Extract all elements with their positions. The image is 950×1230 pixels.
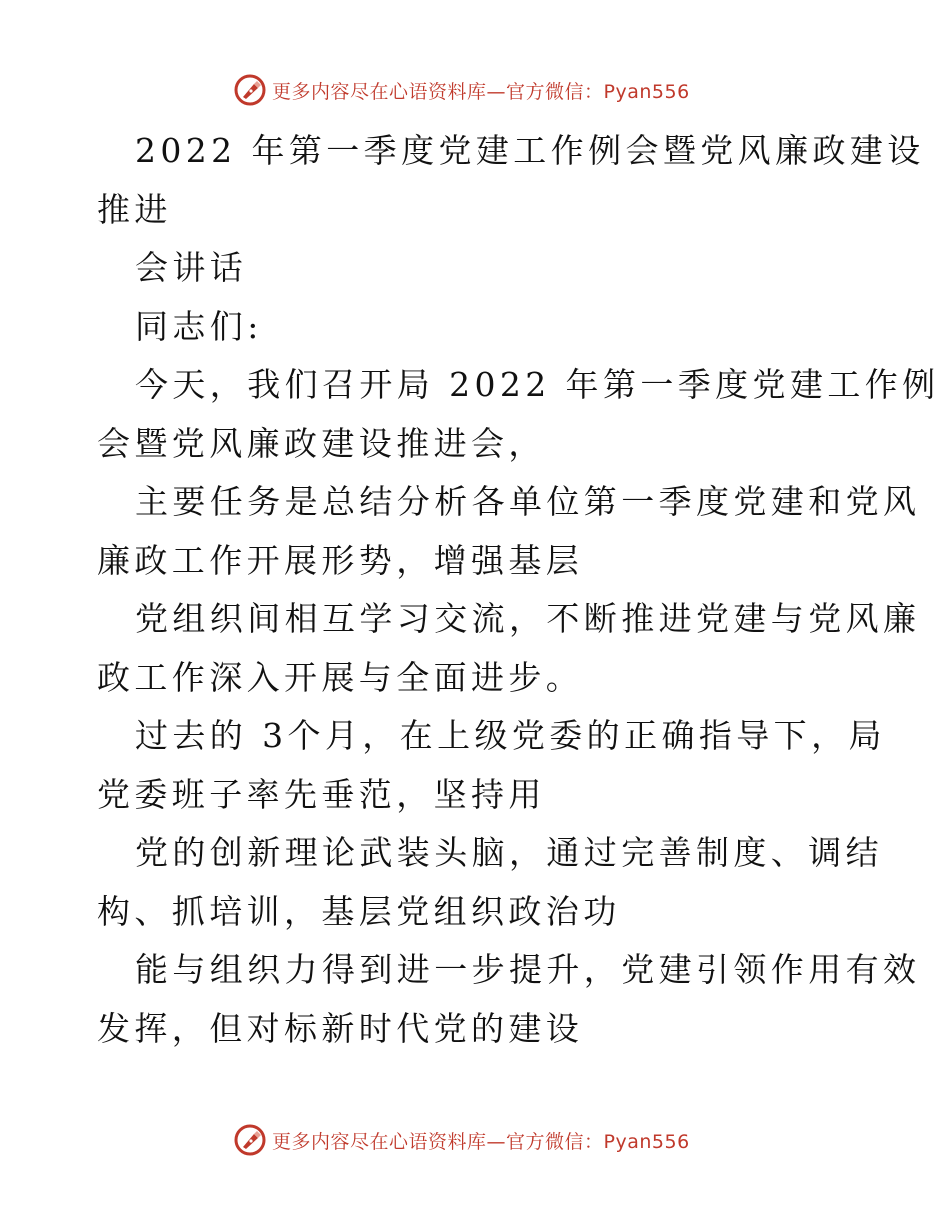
text-line: 党委班子率先垂范，坚持用 (97, 774, 546, 814)
text-line: 推进 (97, 189, 172, 229)
text-line: 廉政工作开展形势，增强基层 (97, 540, 584, 580)
text-line: 2022 年第一季度党建工作例会暨党风廉政建设 (135, 131, 925, 170)
pen-nib-logo-icon (234, 1124, 266, 1156)
text-line: 政工作深入开展与全面进步。 (97, 657, 584, 697)
header-watermark (234, 70, 754, 110)
text-line: 党组织间相互学习交流，不断推进党建与党风廉 (135, 599, 921, 638)
footer-watermark (234, 1120, 754, 1160)
pen-nib-logo-icon (234, 74, 266, 106)
text-line: 能与组织力得到进一步提升，党建引领作用有效 (135, 950, 921, 989)
text-line: 发挥，但对标新时代党的建设 (97, 1008, 584, 1048)
text-line: 党的创新理论武装头脑，通过完善制度、调结 (135, 833, 883, 872)
text-line: 会讲话 (135, 248, 248, 287)
text-line: 主要任务是总结分析各单位第一季度党建和党风 (135, 482, 921, 521)
watermark-text: 更多内容尽在心语资料库—官方微信：Pyan556 (272, 1130, 690, 1153)
text-line: 今天，我们召开局 2022 年第一季度党建工作例 (135, 365, 940, 404)
document-body (97, 122, 940, 1058)
text-line: 过去的 3个月，在上级党委的正确指导下，局 (135, 716, 886, 755)
watermark-text: 更多内容尽在心语资料库—官方微信：Pyan556 (272, 80, 690, 103)
text-line: 同志们: (135, 306, 263, 346)
text-line: 构、抓培训，基层党组织政治功 (97, 891, 621, 931)
text-line: 会暨党风廉政建设推进会， (97, 423, 546, 463)
